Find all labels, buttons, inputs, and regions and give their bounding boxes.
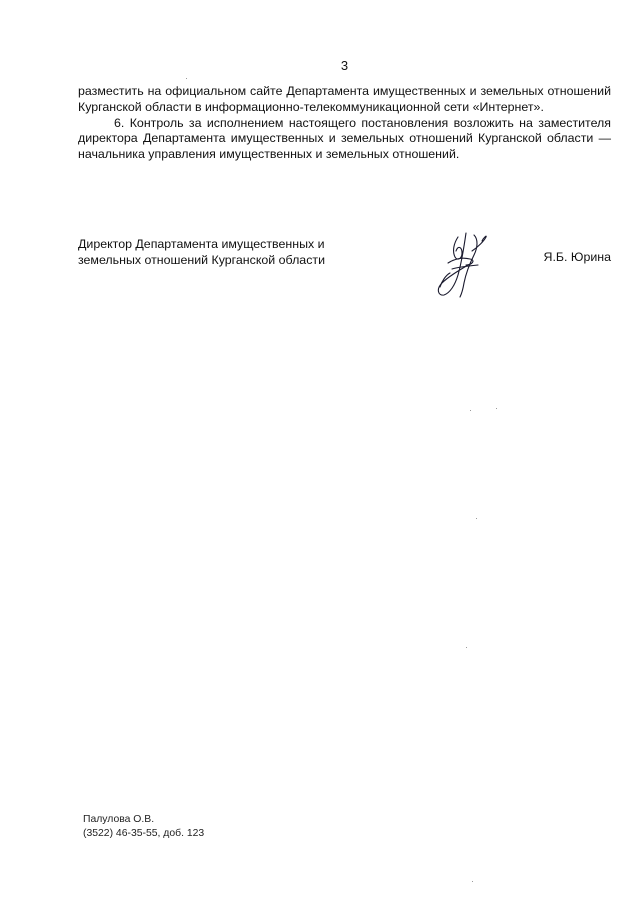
signature-block bbox=[78, 237, 611, 307]
body-text bbox=[78, 84, 611, 163]
paragraph-publish: разместить на официальном сайте Департамента имущественных и земельных отношений Курганской области в информационно-телекоммуникационной сети «Интернет». bbox=[78, 84, 611, 114]
scan-speck bbox=[470, 410, 471, 411]
executor-phone: (3522) 46-35-55, доб. 123 bbox=[83, 827, 205, 839]
signatory-name: Я.Б. Юрина bbox=[543, 250, 611, 264]
scan-speck bbox=[496, 408, 497, 409]
scan-speck bbox=[466, 647, 467, 648]
scan-speck bbox=[186, 78, 187, 79]
signatory-title bbox=[78, 237, 353, 269]
page-number: 3 bbox=[340, 58, 349, 73]
scan-speck bbox=[476, 518, 477, 519]
handwritten-signature bbox=[428, 229, 498, 301]
executor-name: Палулова О.В. bbox=[83, 814, 155, 825]
paragraph-control: 6. Контроль за исполнением настоящего постановления возложить на заместителя директора Департамента имущественных и земельных отношений Курганской области — начальника управления имущественных и земельных отношений. bbox=[78, 115, 611, 162]
scan-speck bbox=[472, 881, 473, 882]
signatory-title-line-1: Директор Департамента имущественных и bbox=[78, 237, 325, 251]
executor-info bbox=[83, 813, 204, 840]
signatory-title-line-2: земельных отношений Курганской области bbox=[78, 252, 325, 267]
